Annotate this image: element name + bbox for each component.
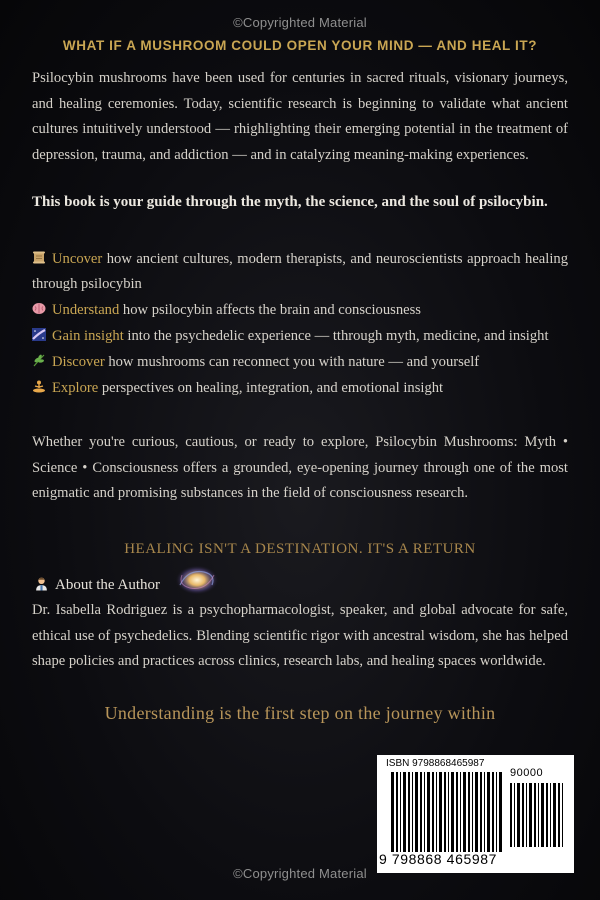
barcode-bar [463,772,466,852]
author-bio: Dr. Isabella Rodriguez is a psychopharmacologist, speaker, and global advocate for safe, ethical use of psychedelics. Blending scientific rigor with ancestral wisdom, she has helped shape policies and practices across clinics, research labs, and healing spaces worldwide. [32,602,568,669]
feature-item-gain-insight [32,324,568,349]
intro-paragraph: Psilocybin mushrooms have been used for centuries in sacred rituals, visionary journeys, and healing ceremonies. Today, scientific research is beginning to validate what ancient cultures intuitively understood — rhighlighting their emerging potential in the treatment of depression, trauma, and addiction — and in catalyzing meaning-making experiences. [32,70,568,163]
barcode-bar [534,783,536,847]
isbn-barcode [377,755,574,873]
barcode-bar [436,772,437,852]
barcode-bar [553,783,556,847]
copyright-watermark-top: ©Copyrighted Material [233,15,367,30]
barcode-bar [499,772,502,852]
barcode-bar [451,772,454,852]
scientist-icon [34,576,49,591]
barcode-bar [517,783,520,847]
feature-list [32,247,568,402]
feature-keyword: Uncover [52,251,103,267]
barcode-bar [468,772,470,852]
back-cover-headline: WHAT IF A MUSHROOM COULD OPEN YOUR MIND — AND HEAL IT? [62,38,538,53]
barcode-bar [403,772,406,852]
barcode-bar [526,783,527,847]
feature-text: into the psychedelic experience — tthrough myth, medicine, and insight [123,328,549,344]
barcode-bar [424,772,425,852]
barcode-bar [492,772,494,852]
feature-text: perspectives on healing, integration, and emotional insight [98,380,444,396]
addon-barcode-bars [510,783,566,847]
milky-way-icon [32,328,46,341]
barcode-bar [412,772,413,852]
barcode-bar [510,783,512,847]
barcode-bar [475,772,478,852]
barcode-bar [396,772,398,852]
barcode-bar [420,772,422,852]
barcode-bar [472,772,473,852]
feature-item-uncover [32,247,568,297]
barcode-bar [456,772,458,852]
barcode-bar [444,772,446,852]
barcode-bar [496,772,497,852]
author-heading-text: About the Author [55,577,160,593]
feature-text: how psilocybin affects the brain and consciousness [119,302,421,318]
barcode-bar [400,772,401,852]
feature-keyword: Understand [52,302,120,318]
barcode-bar [415,772,418,852]
barcode-bar [546,783,548,847]
feature-item-discover [32,350,568,375]
barcode-bar [562,783,563,847]
barcode-bar [427,772,430,852]
barcode-bar [408,772,410,852]
barcode-bar [514,783,515,847]
guide-statement: This book is your guide through the myth, the science, and the soul of psilocybin. [32,194,548,210]
scroll-icon [32,251,46,264]
tagline: HEALING ISN'T A DESTINATION. IT'S A RETURN [124,541,476,557]
barcode-bar [522,783,524,847]
meditation-icon [32,380,46,393]
author-heading [34,576,160,594]
isbn-label: ISBN 9798868465987 [386,758,485,769]
barcode-bar [487,772,490,852]
barcode-bar [448,772,449,852]
feature-text: how ancient cultures, modern therapists, and neuroscientists approach healing through psilocybin [32,251,568,292]
barcode-bar [460,772,461,852]
barcode-bar [439,772,442,852]
copyright-watermark-bottom: ©Copyrighted Material [233,866,367,881]
closing-paragraph: Whether you're curious, cautious, or ready to explore, Psilocybin Mushrooms: Myth • Science • Consciousness offers a grounded, eye-opening journey through one of the most enigmatic and promising substances in the field of consciousness research. [32,434,568,501]
barcode-bar [558,783,560,847]
barcode-bar [550,783,551,847]
feature-keyword: Discover [52,354,105,370]
barcode-bar [480,772,482,852]
isbn-digits: 9 798868 465987 [379,851,497,867]
feature-item-understand [32,298,568,323]
brain-icon [32,302,46,315]
barcode-bar [484,772,485,852]
feature-keyword: Gain insight [52,328,124,344]
herb-icon [32,354,46,367]
barcode-bars [391,772,505,852]
barcode-bar [541,783,544,847]
galaxy-illustration [174,563,220,597]
barcode-bar [538,783,539,847]
price-code: 90000 [510,767,544,779]
feature-text: how mushrooms can reconnect you with nature — and yourself [104,354,480,370]
barcode-bar [432,772,434,852]
closing-tagline: Understanding is the first step on the journey within [104,703,496,723]
feature-item-explore [32,376,568,401]
feature-keyword: Explore [52,380,99,396]
barcode-bar [529,783,532,847]
barcode-bar [391,772,394,852]
